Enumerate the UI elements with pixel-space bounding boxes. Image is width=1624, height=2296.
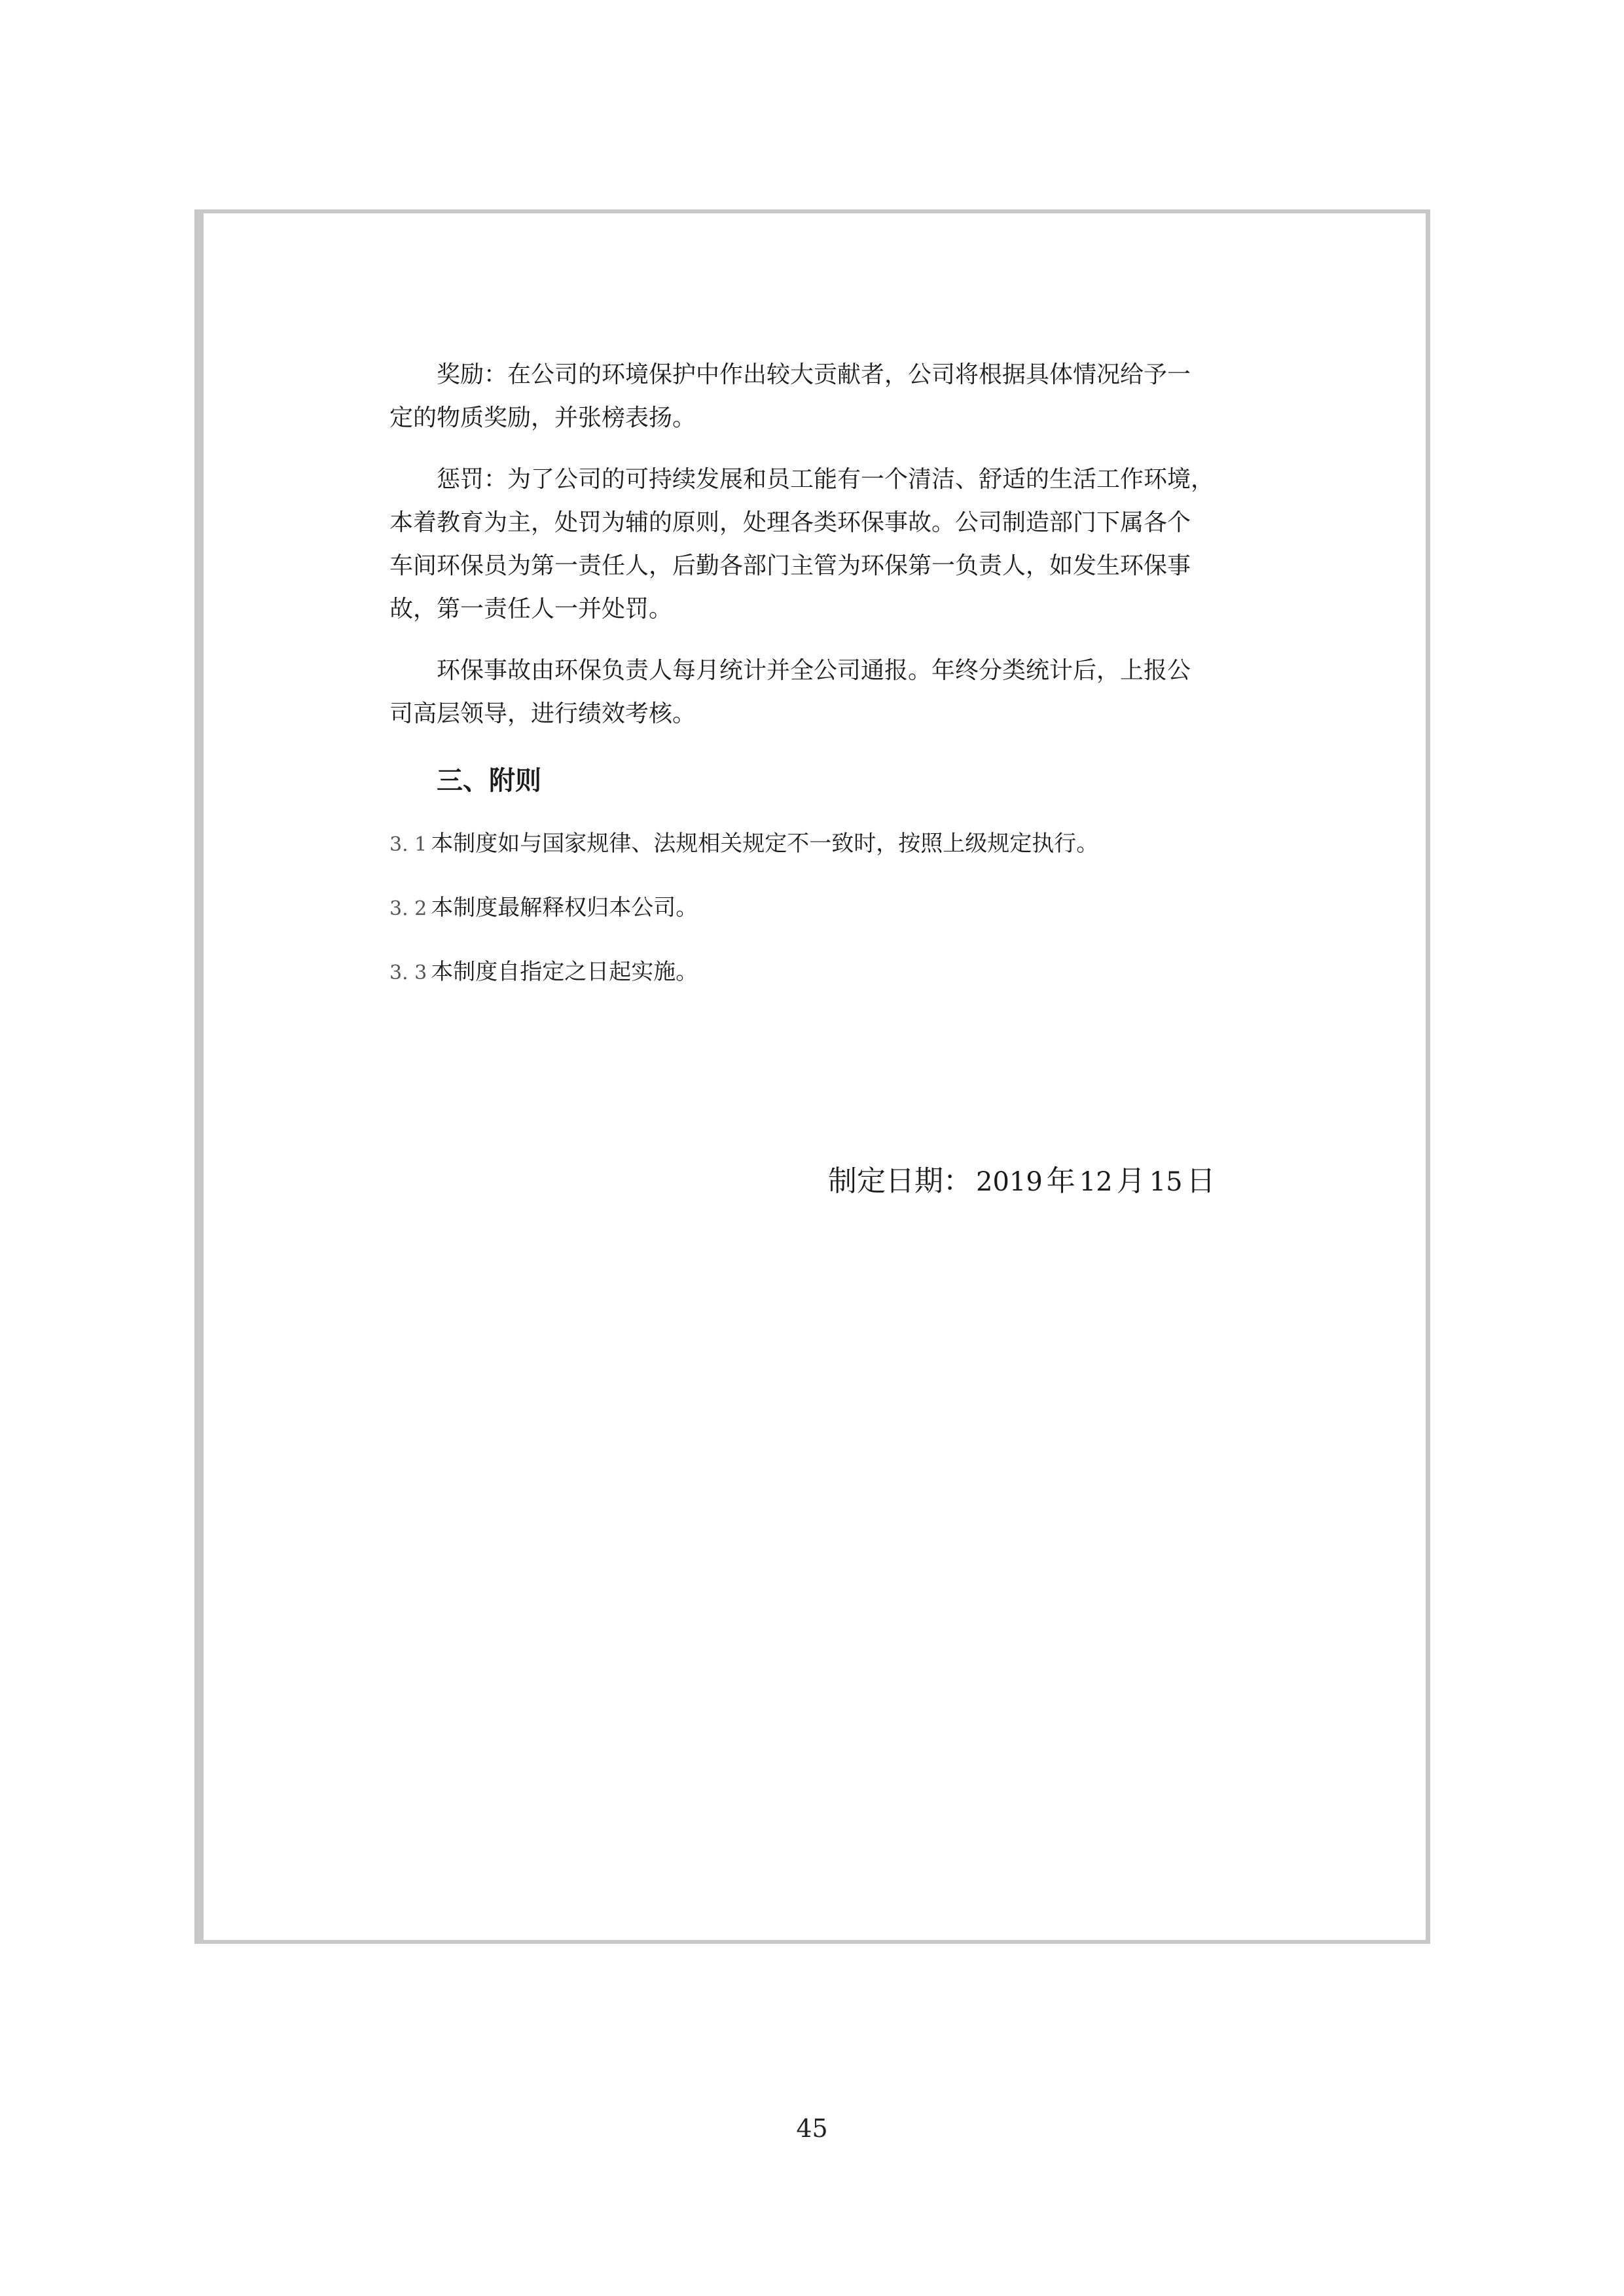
section-heading: 三、附则 bbox=[437, 766, 541, 796]
clause-3-2 bbox=[389, 886, 1306, 931]
date-label: 制定日期： bbox=[828, 1164, 972, 1198]
date-day: 15 bbox=[1149, 1167, 1183, 1197]
clause-number: 3. 1 bbox=[389, 833, 427, 856]
clause-text: 本制度如与国家规律、法规相关规定不一致时，按照上级规定执行。 bbox=[431, 831, 1099, 857]
paragraph-reward: 奖励：在公司的环境保护中作出较大贡献者，公司将根据具体情况给予一 定的物质奖励，并张榜表扬。 bbox=[389, 361, 1191, 431]
date-year-unit: 年 bbox=[1046, 1164, 1075, 1198]
clause-3-1 bbox=[389, 822, 1306, 867]
date-day-unit: 日 bbox=[1186, 1164, 1216, 1198]
date-year: 2019 bbox=[976, 1167, 1043, 1197]
paragraph-penalty: 惩罚：为了公司的可持续发展和员工能有一个清洁、舒适的生活工作环境， 本着教育为主，处罚为辅的原则，处理各类环保事故。公司制造部门下属各个 车间环保员为第一责任人，后勤各部门主管为环保第一负责人，如发生环保事 故，第一责任人一并处罚。 bbox=[389, 466, 1215, 622]
page-number: 45 bbox=[796, 2114, 828, 2143]
clause-number: 3. 3 bbox=[389, 961, 427, 984]
clause-text: 本制度自指定之日起实施。 bbox=[431, 959, 698, 985]
paragraph-accident-reporting: 环保事故由环保负责人每月统计并全公司通报。年终分类统计后，上报公 司高层领导，进行绩效考核。 bbox=[389, 657, 1191, 727]
date-month-unit: 月 bbox=[1116, 1164, 1146, 1198]
clause-text: 本制度最解释权归本公司。 bbox=[431, 895, 698, 921]
date-month: 12 bbox=[1079, 1167, 1113, 1197]
effective-date bbox=[828, 1162, 1216, 1202]
clause-number: 3. 2 bbox=[389, 897, 427, 920]
document-body bbox=[389, 353, 1306, 995]
clause-3-3 bbox=[389, 950, 1306, 995]
